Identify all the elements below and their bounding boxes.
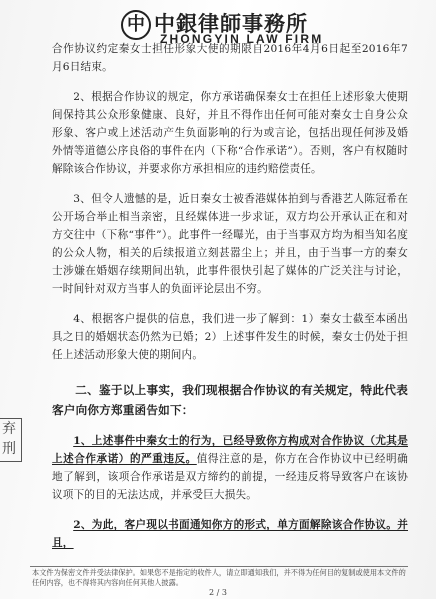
paragraph-4: 4、根据客户提供的信息，我们进一步了解到：1）秦女士截至本函出具之日的婚姻状态仍然为已婚；2）上述事件发生的时候，秦女士仍处于担任上述活动形象大使的期间内。 — [52, 313, 408, 361]
paragraph-3: 3、但令人遗憾的是，近日秦女士被香港媒体拍到与香港艺人陈冠希在公开场合举止相当亲密，且经媒体进一步求证，双方均公开承认正在和对方交往中（下称“事件”）。此事件一经曝光，由于当事双方均为相当知名度的公众人物，相关的后续报道立刻甚嚣尘上；并且，由于当事一方的秦女士涉嫌在婚姻存续期间出轨，此事件很快引起了媒体的广泛关注与讨论，一时间针对双方当事人的负面评论层出不穷。 — [52, 193, 408, 295]
page-number: 2 / 3 — [209, 588, 227, 597]
firm-name-en: ZHONGYIN LAW FIRM — [160, 32, 324, 46]
footer-divider — [30, 566, 408, 567]
item-1-emphasis: 1、上述事件中秦女士的行为，已经导致你方构成对合作协议（尤其是上述合作承诺）的严重违反。 — [52, 435, 408, 465]
firm-logo-icon: 中 — [121, 10, 151, 40]
item-1 — [52, 432, 408, 504]
item-1-rest: 值得注意的是，你方在合作协议中已经明确地了解到，该项合作承诺是双方缔约的前提，一经违反将导致客户在该协议项下的目的无法达成，并承受巨大损失。 — [52, 453, 408, 501]
paragraph-term: 合作协议约定秦女士担任形象大使的期限自2016年4月6日起至2016年7月6日结束。 — [52, 43, 408, 73]
item-2 — [52, 516, 408, 552]
letter-body — [52, 40, 408, 564]
section-2-heading: 二、鉴于以上事实，我们现根据合作协议的有关规定，特此代表客户向你方郑重函告如下： — [52, 383, 408, 417]
firm-name-cn: 中銀律師事務所 — [154, 11, 308, 36]
paragraph-2: 2、根据合作协议的规定，你方承诺确保秦女士在担任上述形象大使期间保持其公众形象健康、良好，并且不得作出任何可能对秦女士自身公众形象、客户或上述活动产生负面影响的行为或言论，包括出现任何涉及婚外情等道德公序良俗的事件在内（下称“合作承诺”）。否则，客户有权随时解除该合作协议，并要求你方承担相应的违约赔偿责任。 — [52, 91, 408, 175]
confidentiality-note: 本文件为保密文件并受法律保护。如果您不是指定的收件人，请立即通知我们，并不得为任何目的复制或使用本文件的任何内容，也不得将其内容向任何其他人披露。 — [32, 568, 406, 587]
seal-stamp: 弃刑 — [0, 418, 22, 462]
item-2-emphasis: 2、为此，客户现以书面通知你方的形式，单方面解除该合作协议。并且， — [52, 519, 408, 549]
